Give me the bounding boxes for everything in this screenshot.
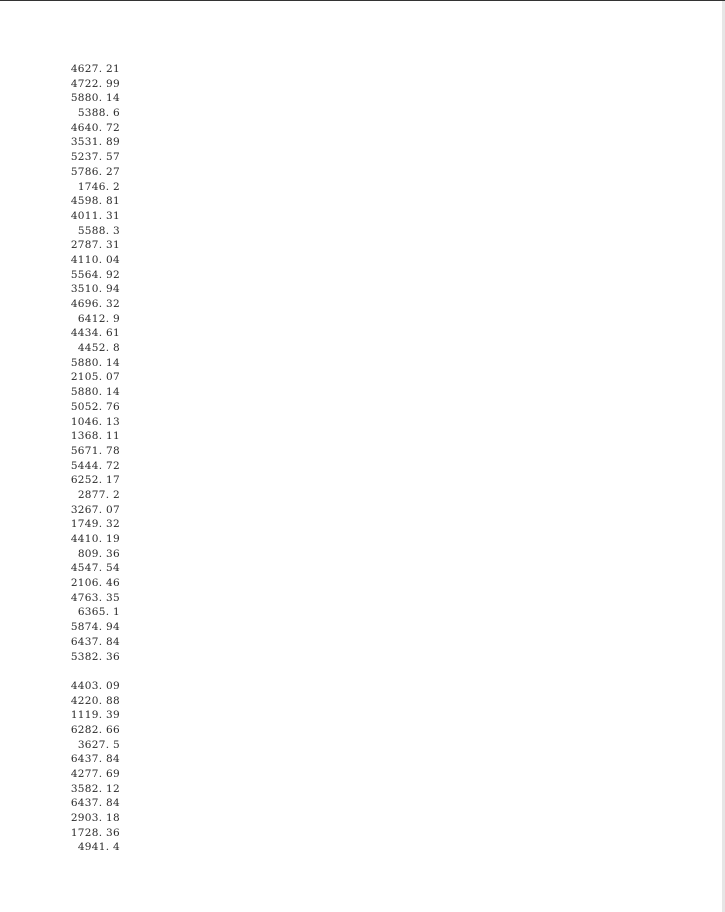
number-value: 5388. 6 <box>77 107 120 120</box>
number-value: 1046. 13 <box>70 415 120 428</box>
number-value: 4452. 8 <box>77 342 120 355</box>
number-value: 1749. 32 <box>70 518 120 531</box>
number-value: 4110. 04 <box>70 253 120 266</box>
number-value: 4277. 69 <box>70 768 120 780</box>
number-value: 1728. 36 <box>70 826 120 839</box>
number-value: 4547. 54 <box>70 562 120 575</box>
number-value: 5880. 14 <box>70 92 120 105</box>
number-column <box>58 62 120 855</box>
number-value: 6365. 1 <box>77 606 120 619</box>
number-value: 4763. 35 <box>70 591 120 604</box>
number-value: 4434. 61 <box>70 327 120 340</box>
number-value: 3531. 89 <box>70 136 120 149</box>
number-value: 4627. 21 <box>70 63 120 75</box>
number-value: 4722. 99 <box>70 77 120 90</box>
number-value: 5444. 72 <box>70 459 120 472</box>
number-value: 1746. 2 <box>77 180 120 193</box>
number-value: 2903. 18 <box>70 812 120 825</box>
number-value: 2877. 2 <box>77 488 120 501</box>
number-value: 3510. 94 <box>70 283 120 296</box>
number-value: 6437. 84 <box>70 797 120 810</box>
blank-line <box>58 664 120 679</box>
number-value: 809. 36 <box>77 547 120 560</box>
number-value: 4640. 72 <box>70 121 120 134</box>
number-value: 2787. 31 <box>70 239 120 252</box>
number-value: 4941. 4 <box>77 841 120 854</box>
number-value: 4598. 81 <box>70 195 120 208</box>
number-value: 5880. 14 <box>70 386 120 399</box>
number-value: 5786. 27 <box>70 165 120 178</box>
number-value: 5880. 14 <box>70 356 120 369</box>
number-value: 4011. 31 <box>70 209 120 222</box>
number-value: 6282. 66 <box>70 723 120 736</box>
number-value: 4220. 88 <box>70 694 120 707</box>
number-value: 3582. 12 <box>70 782 120 795</box>
number-value: 5382. 36 <box>70 650 120 663</box>
number-value: 6437. 84 <box>70 753 120 766</box>
number-value: 6252. 17 <box>70 474 120 487</box>
number-value: 5874. 94 <box>70 621 120 634</box>
number-value: 5588. 3 <box>77 224 120 237</box>
number-value: 5564. 92 <box>70 268 120 281</box>
number-value: 3267. 07 <box>70 503 120 516</box>
number-value: 4410. 19 <box>70 533 120 545</box>
number-value: 3627. 5 <box>77 738 120 751</box>
number-value: 2105. 07 <box>70 371 120 384</box>
number-value: 6437. 84 <box>70 635 120 648</box>
number-value: 5237. 57 <box>70 151 120 164</box>
number-value: 1119. 39 <box>70 709 120 722</box>
number-value: 5671. 78 <box>70 444 120 457</box>
number-value: 1368. 11 <box>70 430 120 443</box>
number-value: 6412. 9 <box>77 312 120 325</box>
number-value: 5052. 76 <box>70 400 120 413</box>
number-value: 2106. 46 <box>70 577 120 590</box>
number-value: 4696. 32 <box>70 298 120 310</box>
number-value: 4403. 09 <box>70 679 120 692</box>
